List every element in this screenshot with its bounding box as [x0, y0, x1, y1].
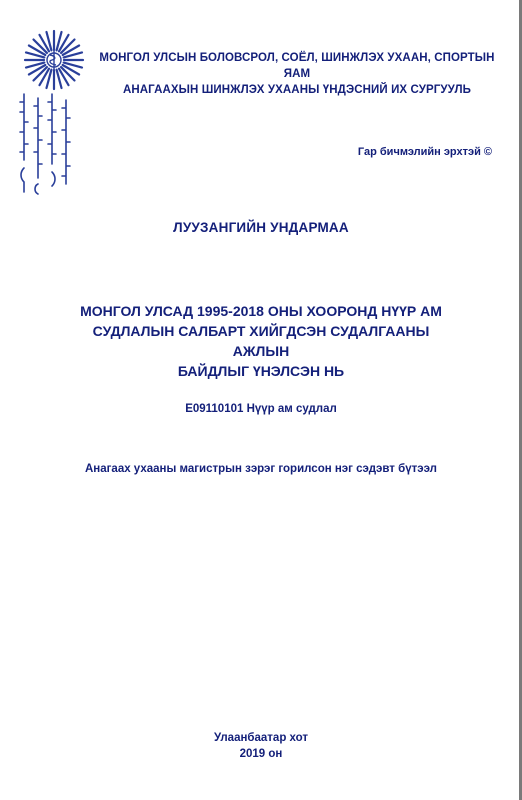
author-name: ЛУУЗАНГИЙН УНДАРМАА [173, 220, 349, 235]
ministry-name: МОНГОЛ УЛСЫН БОЛОВСРОЛ, СОЁЛ, ШИНЖЛЭХ УХААН, СПОРТЫН ЯАМ [99, 52, 495, 80]
university-name: АНАГААХЫН ШИНЖЛЭХ УХААНЫ ҮНДЭСНИЙ ИХ СУРГУУЛЬ [122, 84, 472, 96]
year-of-publication: 2019 он [239, 748, 283, 760]
ministry-and-university-header [92, 50, 502, 98]
specialty-code: E09110101 Нүүр ам судлал [185, 403, 337, 415]
mongolian-script-text-icon [16, 88, 80, 200]
thesis-title-line-2: СУДЛАЛЫН САЛБАРТ ХИЙГДСЭН СУДАЛГААНЫ АЖЛЫН [92, 323, 430, 359]
thesis-title-line-1: МОНГОЛ УЛСАД 1995-2018 ОНЫ ХООРОНД НҮҮР АМ [80, 303, 442, 319]
thesis-title-line-3: БАЙДЛЫГ ҮНЭЛСЭН НЬ [177, 363, 345, 379]
thesis-title [80, 301, 442, 381]
degree-statement: Анагаах ухааны магистрын зэрэг горилсон нэг сэдэвт бүтээл [84, 463, 437, 475]
place-of-publication: Улаанбаатар хот [213, 732, 309, 744]
university-logo [22, 28, 86, 92]
copyright-notice: Гар бичмэлийн эрхтэй © [357, 146, 492, 158]
